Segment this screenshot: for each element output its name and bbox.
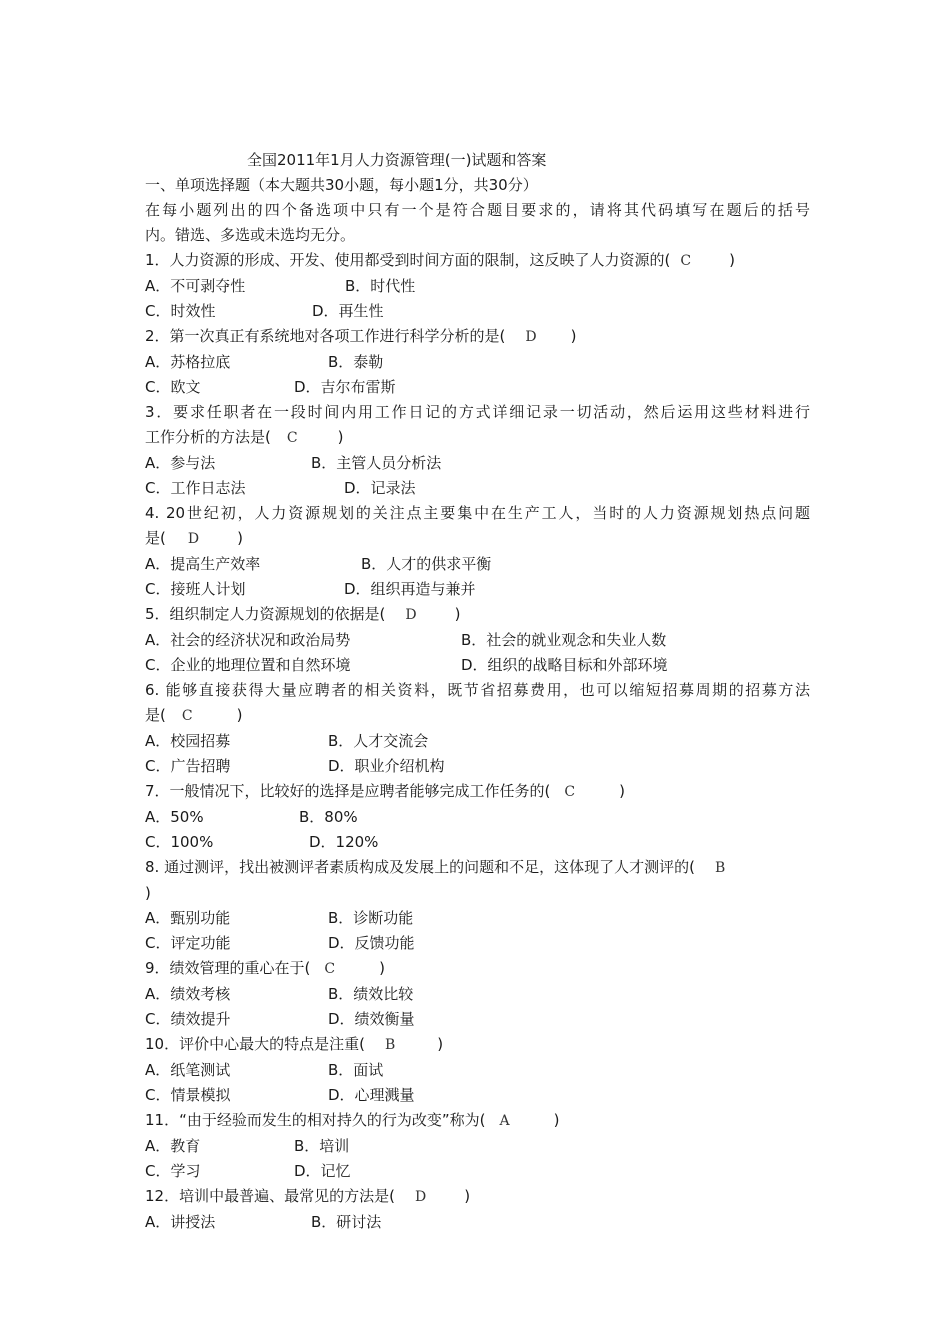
answer-mark: B [714,860,726,876]
option-b: B．时代性 [345,277,416,295]
option-c: C．企业的地理位置和自然环境 [145,656,351,674]
option-row [145,754,810,779]
answer-mark: C [286,430,298,446]
option-a: A．社会的经济状况和政治局势 [145,631,351,649]
bracket-close: ) [437,1035,444,1053]
bracket-close: ) [464,1187,471,1205]
bracket-close: ) [553,1111,560,1129]
answer-mark: D [414,1189,427,1205]
option-row [145,375,810,400]
option-row [145,1007,810,1032]
instruction-line-2: 内。错选、多选或未选均无分。 [145,226,356,244]
option-row [145,729,810,754]
option-row [145,451,810,476]
option-a: A．讲授法 [145,1213,216,1231]
bracket-close: ) [729,251,735,269]
question-5 [145,602,810,628]
question-6-line-1: 6. 能够直接获得大量应聘者的相关资料，既节省招募费用，也可以缩短招募周期的招募方法 [145,681,810,699]
option-b: B．绩效比较 [328,985,414,1003]
question-4-line-1: 4. 20世纪初，人力资源规划的关注点主要集中在生产工人，当时的人力资源规划热点问题 [145,504,810,522]
option-b: B．面试 [328,1061,384,1079]
option-row [145,1159,810,1184]
answer-mark: C [324,961,336,977]
question-stem: 7．一般情况下，比较好的选择是应聘者能够完成工作任务的( [145,782,551,800]
option-d: D．记忆 [294,1162,351,1180]
answer-mark: D [187,531,200,547]
question-9 [145,956,810,982]
option-a: A．不可剥夺性 [145,277,246,295]
question-stem: 是( [145,706,166,724]
option-row [145,1210,810,1235]
question-2 [145,324,810,350]
option-b: B．诊断功能 [328,909,414,927]
answer-mark: D [405,607,417,623]
option-c: C．评定功能 [145,934,231,952]
bracket-close: ) [236,706,243,724]
bracket-close: ) [237,529,243,547]
option-d: D．再生性 [312,302,384,320]
option-b: B．人才交流会 [328,732,429,750]
instruction-line-1: 在每小题列出的四个备选项中只有一个是符合题目要求的，请将其代码填写在题后的括号 [145,201,810,219]
option-c: C．广告招聘 [145,757,231,775]
section-heading: 一、单项选择题（本大题共30小题，每小题1分，共30分） [145,176,538,194]
option-c: C．工作日志法 [145,479,246,497]
option-a: A．教育 [145,1137,201,1155]
bracket-close: ) [619,782,625,800]
question-6-line-2 [145,703,810,729]
question-10 [145,1032,810,1058]
option-row [145,350,810,375]
answer-mark: C [564,784,576,800]
option-d: D．记录法 [344,479,416,497]
option-c: C．接班人计划 [145,580,246,598]
bracket-close: ) [337,428,344,446]
bracket-close: ) [379,959,385,977]
question-stem: 12．培训中最普遍、最常见的方法是( [145,1187,395,1205]
option-b: B．社会的就业观念和失业人数 [461,631,667,649]
option-row [145,982,810,1007]
question-stem: 9．绩效管理的重心在于( [145,959,311,977]
option-row [145,906,810,931]
bracket-close: ) [570,327,577,345]
answer-mark: B [384,1037,396,1053]
option-row [145,1134,810,1159]
option-b: B．主管人员分析法 [311,454,442,472]
option-d: D．吉尔布雷斯 [294,378,396,396]
option-a: A．提高生产效率 [145,555,261,573]
option-a: A．甄别功能 [145,909,231,927]
question-stem: 1．人力资源的形成、开发、使用都受到时间方面的限制，这反映了人力资源的( [145,251,671,269]
question-stem: 工作分析的方法是( [145,428,271,446]
question-3-line-1: 3．要求任职者在一段时间内用工作日记的方式详细记录一切活动，然后运用这些材料进行 [145,403,810,421]
option-row [145,653,810,678]
option-d: D．组织的战略目标和外部环境 [461,656,668,674]
option-row [145,628,810,653]
option-b: B．研讨法 [311,1213,382,1231]
option-d: D．绩效衡量 [328,1010,415,1028]
option-row [145,805,810,830]
option-a: A．校园招募 [145,732,231,750]
option-row [145,299,810,324]
document-page [145,148,810,1235]
option-a: A．绩效考核 [145,985,231,1003]
option-row [145,274,810,299]
option-c: C．绩效提升 [145,1010,231,1028]
option-row [145,1058,810,1083]
answer-mark: D [525,329,537,345]
option-b: B．培训 [294,1137,350,1155]
option-d: D．心理溅量 [328,1086,415,1104]
option-b: B．人才的供求平衡 [361,555,492,573]
option-d: D．组织再造与兼并 [344,580,476,598]
question-8-close: ) [145,884,151,902]
option-c: C．情景模拟 [145,1086,231,1104]
option-row [145,552,810,577]
question-stem: 11．“由于经验而发生的相对持久的行为改变”称为( [145,1111,486,1129]
question-stem: 10．评价中心最大的特点是注重( [145,1035,365,1053]
question-7 [145,779,810,805]
question-stem: 8. 通过测评，找出被测评者素质构成及发展上的问题和不足，这体现了人才测评的( [145,858,695,876]
bracket-close: ) [454,605,461,623]
option-d: D．反馈功能 [328,934,415,952]
option-b: B．泰勒 [328,353,384,371]
document-title: 全国2011年1月人力资源管理(一)试题和答案 [247,151,547,169]
option-row [145,1083,810,1108]
question-stem: 2．第一次真正有系统地对各项工作进行科学分析的是( [145,327,506,345]
question-4-line-2 [145,526,810,552]
answer-mark: C [680,253,692,269]
option-b: B．80% [299,808,358,826]
question-3-line-2 [145,425,810,451]
option-d: D．120% [309,833,379,851]
option-row [145,830,810,855]
answer-mark: C [181,708,193,724]
option-c: C．时效性 [145,302,216,320]
option-row [145,931,810,956]
question-1 [145,248,810,274]
option-c: C．100% [145,833,214,851]
option-c: C．欧文 [145,378,201,396]
option-a: A．参与法 [145,454,216,472]
option-row [145,476,810,501]
answer-mark: A [499,1113,510,1129]
question-12 [145,1184,810,1210]
option-a: A．纸笔测试 [145,1061,231,1079]
option-a: A．50% [145,808,204,826]
question-stem: 是( [145,529,166,547]
option-c: C．学习 [145,1162,201,1180]
question-8 [145,855,810,881]
question-stem: 5．组织制定人力资源规划的依据是( [145,605,386,623]
option-row [145,577,810,602]
question-11 [145,1108,810,1134]
option-d: D．职业介绍机构 [328,757,445,775]
option-a: A．苏格拉底 [145,353,231,371]
